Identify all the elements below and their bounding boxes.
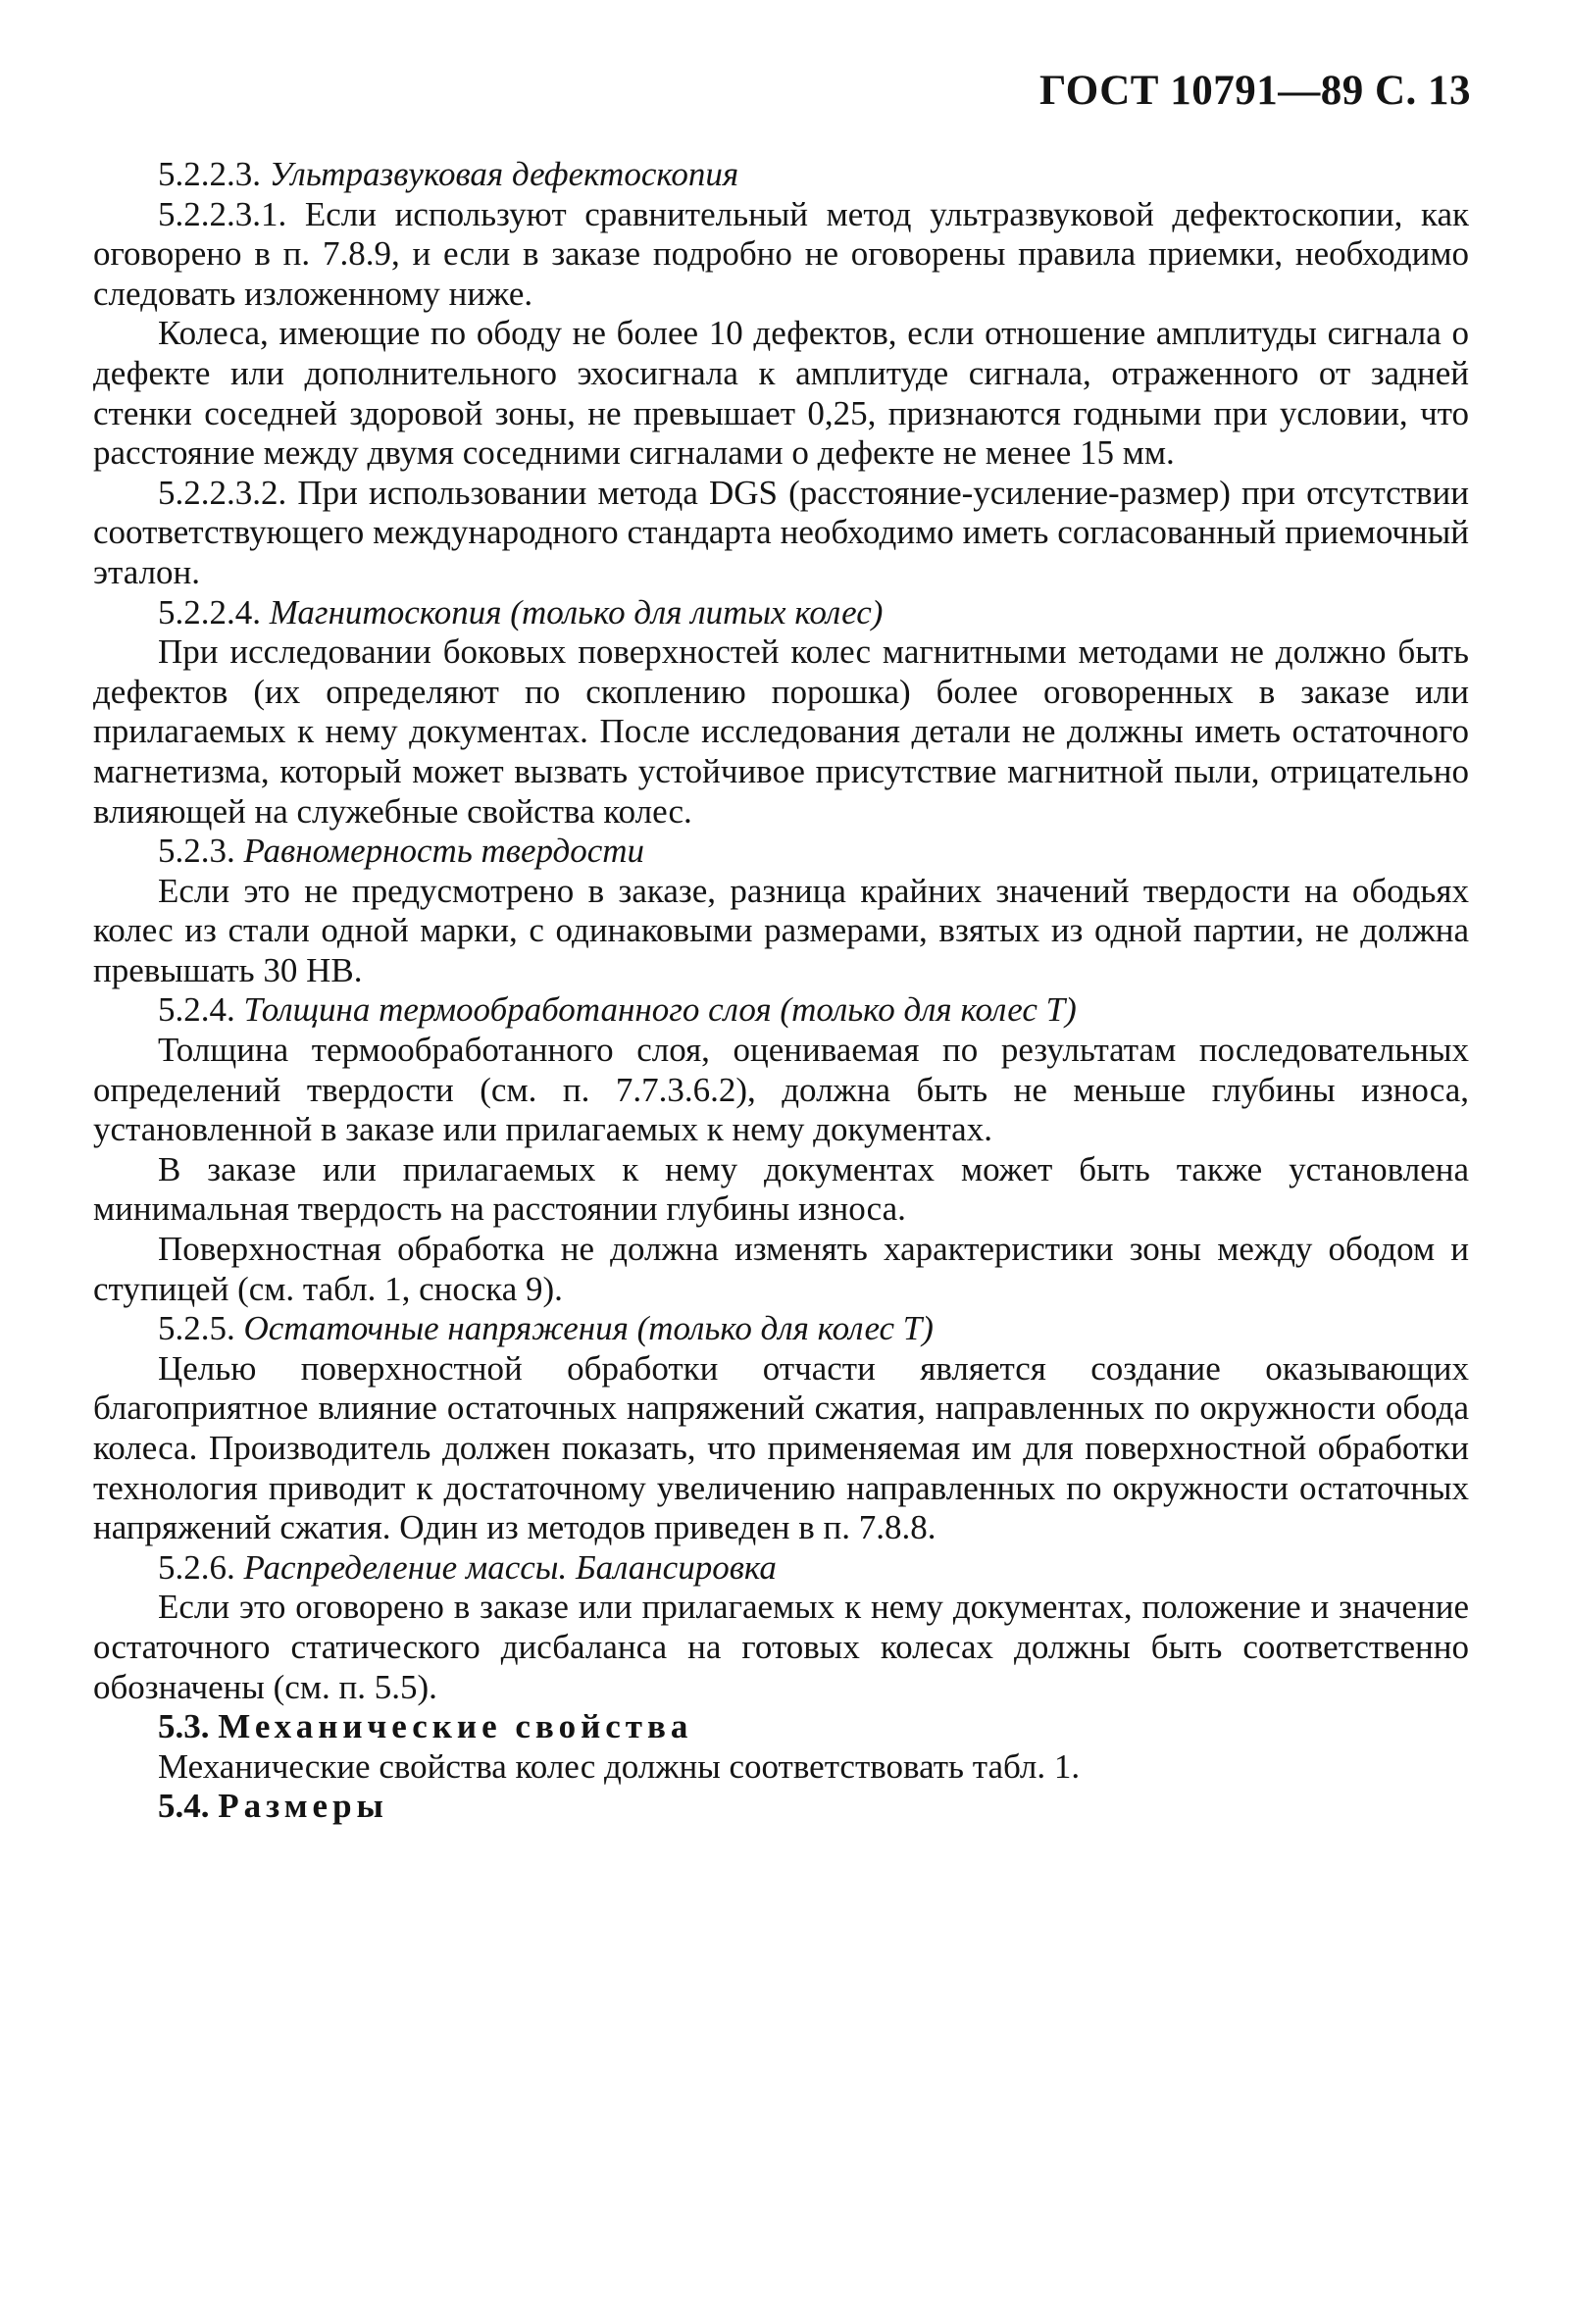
section-title: Остаточные напряжения (только для колес Т) [243, 1309, 934, 1348]
section-number: 5.2.4. [158, 990, 235, 1030]
section-title: Толщина термообработанного слоя (только для колес Т) [243, 990, 1077, 1030]
document-body [93, 155, 1469, 1827]
paragraph-layer-thickness-1: Толщина термообработанного слоя, оцениваемая по результатам последовательных определений твердости (см. п. 7.7.3.6.2), должна быть не меньше глубины износа, установленной в заказе или прилагаемых к нему документах. [93, 1031, 1469, 1149]
heading-5-2-6 [93, 1548, 1469, 1589]
paragraph-hardness-uniformity: Если это не предусмотрено в заказе, разница крайних значений твердости на ободьях колес из стали одной марки, с одинаковыми размерами, взятых из одной партии, не должна превышать 30 НВ. [93, 871, 1469, 989]
paragraph-residual-stress: Целью поверхностной обработки отчасти является создание оказывающих благоприятное влияние остаточных напряжений сжатия, направленных по окружности обода колеса. Производитель должен показать, что применяемая им для поверхностной обработки технология приводит к достаточному увеличению направленных по окружности остаточных напряжений сжатия. Один из методов приведен в п. 7.8.8. [93, 1348, 1469, 1547]
paragraph-layer-thickness-3: Поверхностная обработка не должна изменять характеристики зоны между ободом и ступицей (см. табл. 1, сноска 9). [93, 1230, 1469, 1308]
heading-5-2-5 [93, 1309, 1469, 1349]
heading-5-3 [93, 1707, 1469, 1747]
heading-5-2-4 [93, 990, 1469, 1031]
paragraph-balancing: Если это оговорено в заказе или прилагаемых к нему документах, положение и значение остаточного статического дисбаланса на готовых колесах должны быть соответственно обозначены (см. п. 5.5). [93, 1588, 1469, 1706]
paragraph-layer-thickness-2: В заказе или прилагаемых к нему документах может быть также установлена минимальная твердость на расстоянии глубины износа. [93, 1149, 1469, 1229]
paragraph-5-2-2-3-2: 5.2.2.3.2. При использовании метода DGS (расстояние-усиление-размер) при отсутствии соответствующего международного стандарта необходимо иметь согласованный приемочный эталон. [93, 473, 1469, 591]
paragraph-5-2-2-3-1: 5.2.2.3.1. Если используют сравнительный метод ультразвуковой дефектоскопии, как оговорено в п. 7.8.9, и если в заказе подробно не оговорены правила приемки, необходимо следовать изложенному ниже. [93, 194, 1469, 313]
section-number: 5.2.5. [158, 1309, 235, 1348]
section-number: 5.2.2.3. [158, 155, 261, 193]
heading-5-2-2-3 [93, 155, 1469, 195]
running-header: ГОСТ 10791—89 С. 13 [1038, 68, 1471, 114]
section-number: 5.3. [158, 1707, 210, 1746]
paragraph-magnetic-inspection: При исследовании боковых поверхностей колес магнитными методами не должно быть дефектов (их определяют по скоплению порошка) более оговоренных в заказе или прилагаемых к нему документах. После исследования детали не должны иметь остаточного магнетизма, который может вызвать устойчивое присутствие магнитной пыли, отрицательно влияющей на служебные свойства колес. [93, 632, 1469, 831]
section-title: Равномерность твердости [243, 832, 645, 871]
section-title: Магнитоскопия (только для литых колес) [269, 592, 884, 632]
section-number: 5.2.2.4. [158, 592, 261, 632]
section-number: 5.2.3. [158, 832, 235, 871]
paragraph-wheels-defects: Колеса, имеющие по ободу не более 10 дефектов, если отношение амплитуды сигнала о дефекте или дополнительного эхосигнала к амплитуде сигнала, отраженного от задней стенки соседней здоровой зоны, не превышает 0,25, признаются годными при условии, что расстояние между двумя соседними сигналами о дефекте не менее 15 мм. [93, 314, 1469, 473]
section-title: Размеры [218, 1787, 388, 1826]
section-number: 5.4. [158, 1787, 210, 1826]
paragraph-mechanical-properties: Механические свойства колес должны соответствовать табл. 1. [158, 1746, 1081, 1786]
section-title: Ультразвуковая дефектоскопия [269, 155, 739, 193]
section-title: Механические свойства [218, 1707, 693, 1746]
section-number: 5.2.6. [158, 1547, 235, 1587]
heading-5-2-3 [93, 832, 1469, 872]
section-title: Распределение массы. Балансировка [243, 1547, 777, 1587]
heading-5-2-2-4 [93, 593, 1469, 633]
heading-5-4 [93, 1787, 1469, 1827]
